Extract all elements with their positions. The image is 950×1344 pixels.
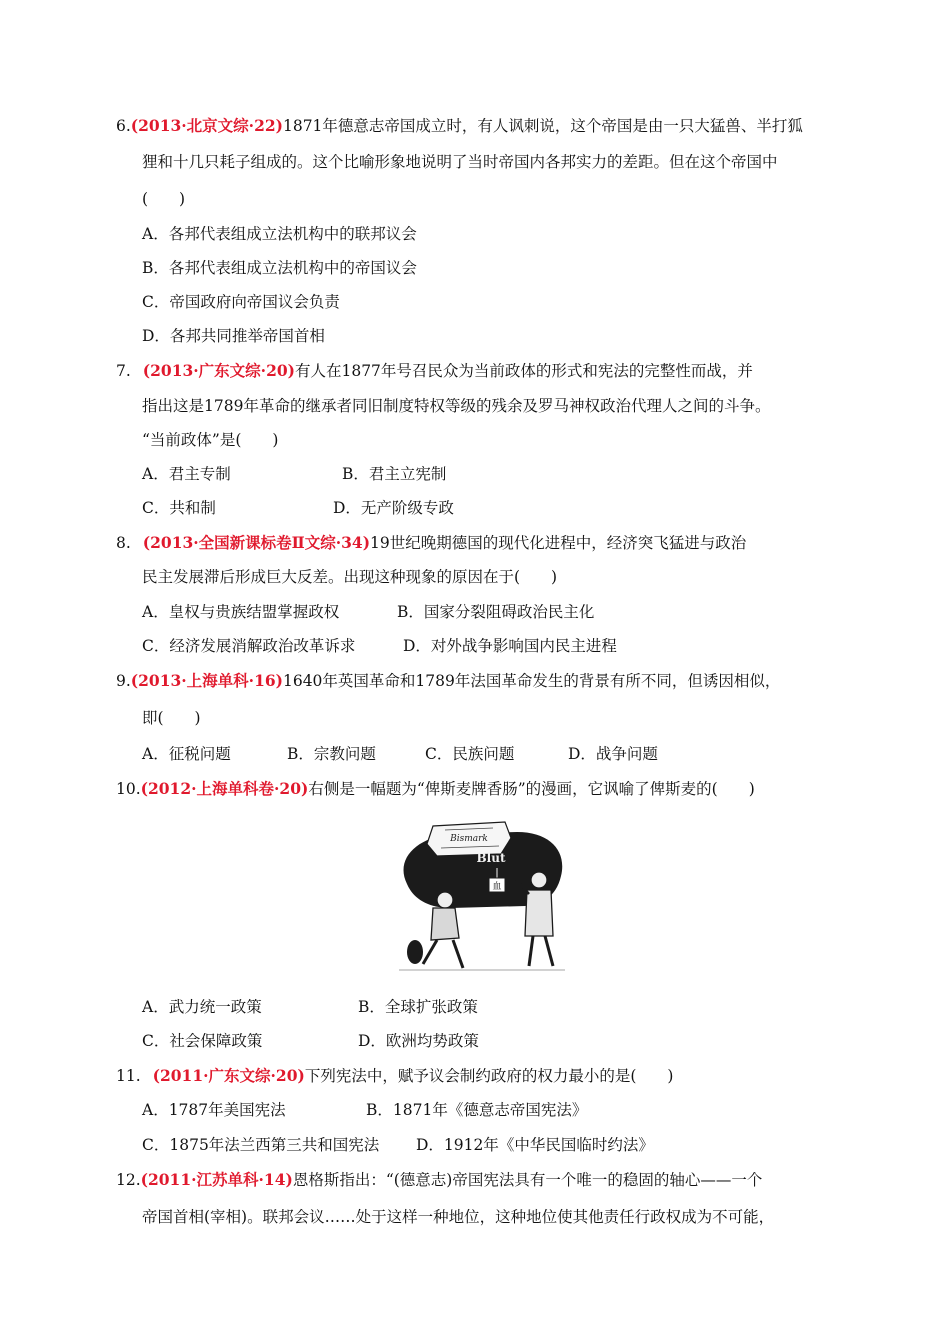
question-9-option-a: A．征税问题 [142, 745, 231, 763]
question-source: (2011·广东文综·20) [152, 1066, 305, 1085]
question-6-line-1 [116, 116, 803, 136]
bismarck-sausage-cartoon [393, 818, 568, 974]
question-11-option-c: C．1875年法兰西第三共和国宪法 [142, 1136, 380, 1154]
question-9-option-b: B．宗教问题 [287, 745, 376, 763]
question-10-option-d: D．欧洲均势政策 [358, 1032, 479, 1050]
question-8-option-b: B．国家分裂阻碍政治民主化 [397, 603, 595, 621]
question-9-option-c: C．民族问题 [425, 745, 515, 763]
question-9-line-1 [116, 671, 780, 691]
question-7-line-1 [116, 361, 753, 381]
question-8-line-1 [116, 533, 746, 553]
cartoon-banner-text: Bismark [450, 834, 488, 844]
question-10-option-a: A．武力统一政策 [142, 998, 262, 1016]
question-text: 19世纪晚期德国的现代化进程中，经济突飞猛进与政治 [370, 534, 747, 552]
question-7-line-2: 指出这是1789年革命的继承者同旧制度特权等级的残余及罗马神权政治代理人之间的斗争。 [142, 397, 771, 415]
question-text: 1871年德意志帝国成立时，有人讽刺说，这个帝国是由一只大猛兽、半打狐 [282, 117, 803, 135]
question-10-option-c: C．社会保障政策 [142, 1032, 263, 1050]
question-10-line-1 [116, 779, 755, 799]
question-11-line-1 [116, 1066, 673, 1086]
question-text: 右侧是一幅题为“俾斯麦牌香肠”的漫画，它讽喻了俾斯麦的( ) [308, 780, 755, 798]
question-10-option-b: B．全球扩张政策 [358, 998, 478, 1016]
question-7-line-3: “当前政体”是( ) [142, 431, 279, 449]
question-7-option-c: C．共和制 [142, 499, 216, 517]
question-number: 8. [116, 534, 131, 552]
question-text: 下列宪法中，赋予议会制约政府的权力最小的是( ) [304, 1067, 674, 1085]
question-6-option-b: B．各邦代表组成立法机构中的帝国议会 [142, 259, 417, 277]
question-7-option-a: A．君主专制 [142, 465, 231, 483]
question-8-option-d: D．对外战争影响国内民主进程 [403, 637, 617, 655]
question-6-option-c: C．帝国政府向帝国议会负责 [142, 293, 340, 311]
question-8-option-a: A．皇权与贵族结盟掌握政权 [142, 603, 340, 621]
question-source: (2013·广东文综·20) [142, 361, 295, 380]
question-text: 有人在1877年号召民众为当前政体的形式和宪法的完整性而战，并 [294, 362, 753, 380]
cartoon-blut-text: Blut [476, 851, 506, 865]
question-6-option-a: A．各邦代表组成立法机构中的联邦议会 [142, 225, 417, 243]
question-source: (2013·北京文综·22) [130, 116, 283, 135]
question-text: 恩格斯指出：“(德意志)帝国宪法具有一个唯一的稳固的轴心——一个 [292, 1171, 763, 1189]
question-source: (2013·上海单科·16) [130, 671, 283, 690]
question-number: 7. [116, 362, 131, 380]
question-11-option-a: A．1787年美国宪法 [142, 1101, 286, 1119]
cartoon-tag-text: 血 [492, 882, 502, 892]
question-number: 11. [116, 1067, 141, 1085]
question-text: 1640年英国革命和1789年法国革命发生的背景有所不同，但诱因相似， [282, 672, 781, 690]
question-6-line-2: 狸和十几只耗子组成的。这个比喻形象地说明了当时帝国内各邦实力的差距。但在这个帝国中 [142, 153, 778, 171]
question-number: 10. [116, 780, 141, 798]
question-9-line-2: 即( ) [142, 709, 201, 727]
question-9-option-d: D．战争问题 [568, 745, 658, 763]
question-source: (2011·江苏单科·14) [140, 1170, 293, 1189]
question-6-option-d: D．各邦共同推举帝国首相 [142, 327, 325, 345]
question-12-line-1 [116, 1170, 762, 1190]
question-source: (2013·全国新课标卷Ⅱ文综·34) [142, 533, 371, 552]
question-12-line-2: 帝国首相(宰相)。联邦会议……处于这样一种地位，这种地位使其他责任行政权成为不可能， [142, 1208, 775, 1226]
question-7-option-b: B．君主立宪制 [342, 465, 447, 483]
question-8-option-c: C．经济发展消解政治改革诉求 [142, 637, 356, 655]
question-7-option-d: D．无产阶级专政 [333, 499, 454, 517]
question-number: 12. [116, 1171, 141, 1189]
question-8-line-2: 民主发展滞后形成巨大反差。出现这种现象的原因在于( ) [142, 568, 558, 586]
question-number: 6. [116, 117, 131, 135]
question-number: 9. [116, 672, 131, 690]
question-6-line-3: ( ) [142, 190, 186, 208]
question-11-option-b: B．1871年《德意志帝国宪法》 [366, 1101, 588, 1119]
question-source: (2012·上海单科卷·20) [140, 779, 309, 798]
question-11-option-d: D．1912年《中华民国临时约法》 [416, 1136, 654, 1154]
